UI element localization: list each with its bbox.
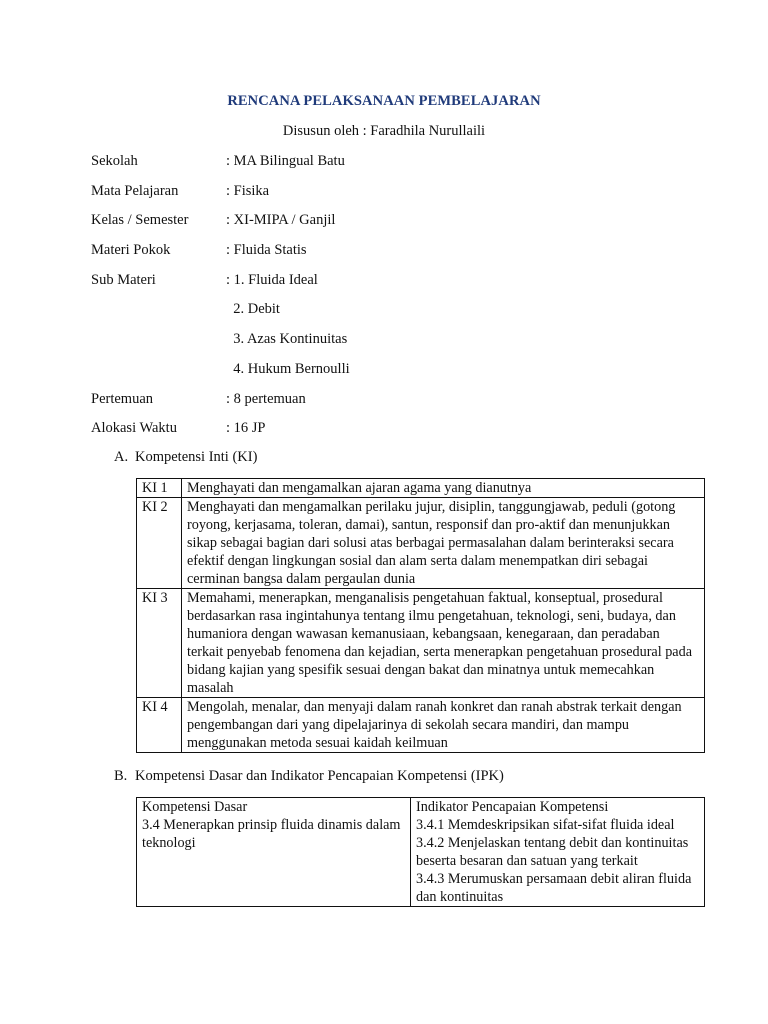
table-row — [137, 479, 705, 498]
ipk-item: 3.4.2 Menjelaskan tentang debit dan kontinuitas beserta besaran dan satuan yang terkait — [416, 835, 689, 869]
info-row-subtopic — [91, 271, 350, 301]
table-row — [137, 698, 705, 753]
info-row-subtopic-2 — [91, 300, 350, 330]
ki-text: Menghayati dan mengamalkan ajaran agama yang dianutnya — [182, 479, 705, 498]
kd-cell — [137, 798, 411, 907]
info-value: : MA Bilingual Batu — [226, 153, 345, 169]
info-row-subtopic-4 — [91, 360, 350, 390]
kd-text: 3.4 Menerapkan prinsip fluida dinamis dalam teknologi — [142, 817, 401, 851]
info-row-subject — [91, 182, 350, 212]
ipk-cell — [411, 798, 705, 907]
info-label: Sekolah — [91, 153, 138, 169]
table-row — [137, 498, 705, 589]
kd-header: Kompetensi Dasar — [142, 799, 248, 815]
info-value: 2. Debit — [226, 301, 280, 318]
info-label: Alokasi Waktu — [91, 420, 177, 437]
document-title: RENCANA PELAKSANAAN PEMBELAJARAN — [227, 93, 541, 109]
section-letter: A. — [114, 449, 129, 465]
info-value: : 1. Fluida Ideal — [226, 271, 318, 288]
ki-code: KI 1 — [137, 479, 182, 498]
basic-competency-table — [136, 797, 705, 907]
info-value: : 16 JP — [226, 420, 266, 437]
info-value: 3. Azas Kontinuitas — [226, 331, 348, 348]
section-title: Kompetensi Inti (KI) — [135, 449, 258, 465]
info-row-subtopic-3 — [91, 330, 350, 360]
section-a-heading — [114, 449, 257, 466]
info-label — [91, 300, 226, 330]
identity-block — [91, 152, 350, 449]
info-label: Materi Pokok — [91, 242, 171, 259]
ki-code: KI 4 — [137, 698, 182, 753]
author-line: Disusun oleh : Faradhila Nurullaili — [282, 123, 486, 139]
info-row-topic — [91, 241, 350, 271]
ki-text: Memahami, menerapkan, menganalisis pengetahuan faktual, konseptual, prosedural berdasarkan rasa ingintahunya tentang ilmu pengetahuan, teknologi, seni, budaya, dan humaniora dengan wawasan kemanusiaan, kebangsaan, kenegaraan, dan peradaban terkait penyebab fenomena dan kejadian, serta menerapkan pengetahuan prosedural pada bidang kajian yang spesifik sesuai dengan bakat dan minatnya untuk memecahkan masalah — [182, 589, 705, 698]
info-label: Mata Pelajaran — [91, 182, 179, 199]
section-letter: B. — [114, 768, 128, 784]
info-row-class — [91, 211, 350, 241]
section-b-heading — [114, 768, 504, 785]
info-row-time — [91, 419, 350, 449]
info-label: Kelas / Semester — [91, 212, 189, 229]
ki-code: KI 2 — [137, 498, 182, 589]
table-row — [137, 798, 705, 907]
info-value: : Fisika — [226, 182, 270, 199]
ki-code: KI 3 — [137, 589, 182, 698]
ki-text: Menghayati dan mengamalkan perilaku jujur, disiplin, tanggungjawab, peduli (gotong royong, kerjasama, toleran, damai), santun, responsif dan pro-aktif dan menunjukkan sikap sebagai bagian dari solusi atas berbagai permasalahan dalam berinteraksi secara efektif dengan lingkungan sosial dan alam serta dalam menempatkan diri sebagai cerminan bangsa dalam pergaulan dunia — [182, 498, 705, 589]
info-row-meetings — [91, 390, 350, 420]
info-value: 4. Hukum Bernoulli — [226, 360, 350, 377]
ipk-item: 3.4.3 Merumuskan persamaan debit aliran fluida dan kontinuitas — [416, 871, 692, 905]
info-value: : XI-MIPA / Ganjil — [226, 212, 336, 229]
info-label: Sub Materi — [91, 271, 156, 288]
ki-text: Mengolah, menalar, dan menyaji dalam ranah konkret dan ranah abstrak terkait dengan pengembangan dari yang dipelajarinya di sekolah secara mandiri, dan mampu menggunakan metoda sesuai kaidah keilmuan — [182, 698, 705, 753]
section-title: Kompetensi Dasar dan Indikator Pencapaian Kompetensi (IPK) — [135, 768, 504, 784]
info-label: Pertemuan — [91, 390, 154, 407]
info-value: : 8 pertemuan — [226, 390, 306, 407]
info-row-school — [91, 152, 350, 182]
info-value: : Fluida Statis — [226, 242, 307, 259]
table-row — [137, 589, 705, 698]
ipk-header: Indikator Pencapaian Kompetensi — [416, 799, 609, 815]
info-label — [91, 330, 226, 360]
core-competency-table — [136, 478, 705, 753]
ipk-item: 3.4.1 Memdeskripsikan sifat-sifat fluida ideal — [416, 817, 675, 833]
info-label — [91, 360, 226, 390]
